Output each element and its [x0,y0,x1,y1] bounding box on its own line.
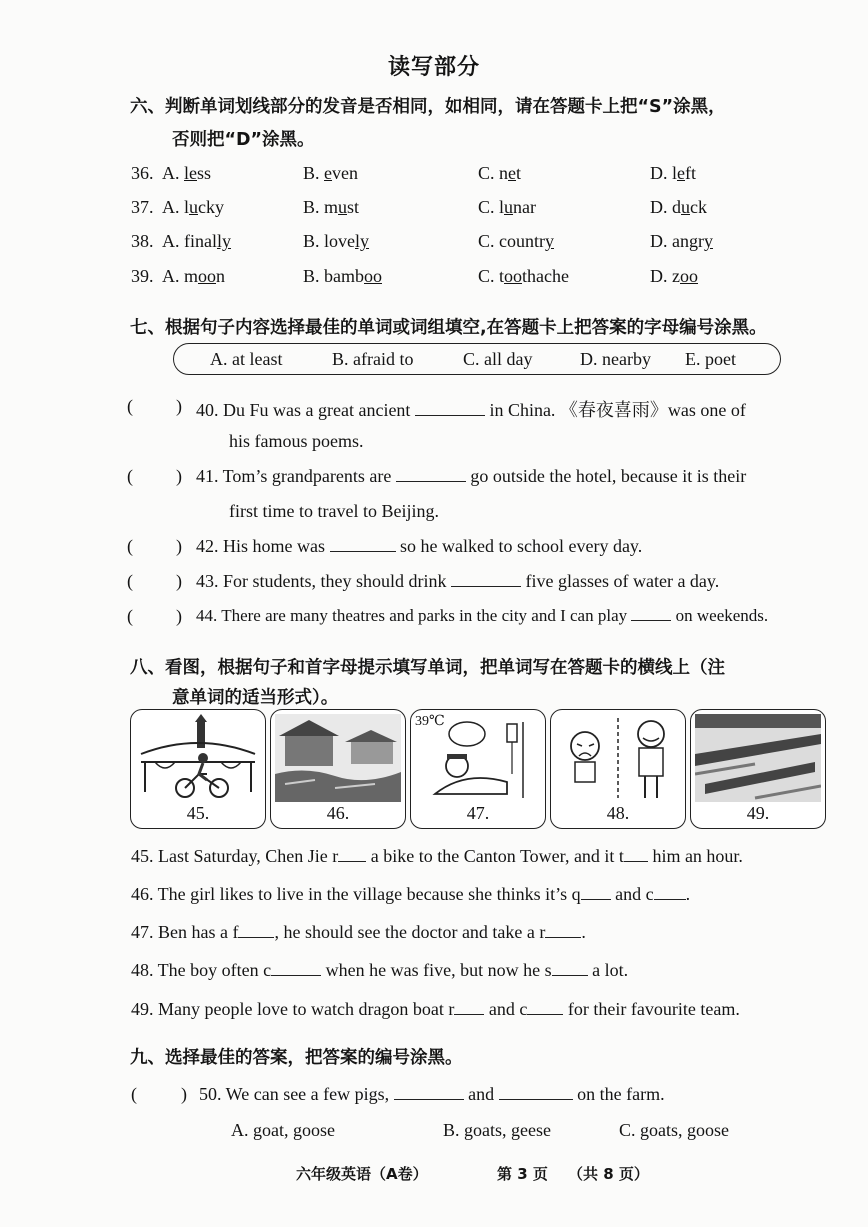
answer-blank[interactable] [394,1085,464,1100]
sick-in-bed-illustration [415,714,541,802]
option-text: C. countr [478,231,545,251]
pronunciation-option [303,266,382,287]
picture-number: 46. [326,803,350,823]
option-text: ss [197,163,212,183]
option-text: D. z [650,266,680,286]
q50-text-a: 50. We can see a few pigs, [199,1084,390,1104]
option-text: thache [522,266,569,286]
option-text: A. final [162,231,217,251]
q45-text-c: him an hour. [652,846,743,866]
section7-heading: 七、根据句子内容选择最佳的单词或词组填空,在答题卡上把答案的字母编号涂黑。 [130,318,767,338]
q48-text-c: a lot. [592,960,629,980]
answer-paren-open: ( [127,466,133,486]
pronunciation-option [162,266,225,287]
underlined-letters: oo [680,266,698,286]
q40-text-a: 40. Du Fu was a great ancient [196,400,411,420]
word-bank [173,343,781,375]
option-text: st [347,197,360,217]
pronunciation-option [303,197,359,218]
answer-blank[interactable] [631,606,671,621]
answer-paren-close: ) [181,1084,187,1104]
answer-blank[interactable] [330,537,396,552]
q45-text-a: 45. Last Saturday, Chen Jie r [131,846,339,866]
answer-paren-open: ( [127,571,133,591]
answer-paren-close: ) [176,571,182,591]
option-text: D. d [650,197,681,217]
boy-crying-and-smiling-illustration [555,714,681,802]
q49-text-a: 49. Many people love to watch dragon boat r [131,999,455,1019]
q42-text-a: 42. His home was [196,536,325,556]
pronunciation-option [162,231,231,252]
answer-blank[interactable] [451,572,521,587]
question-44 [196,606,768,626]
option-text: B. love [303,231,355,251]
option-text: A. m [162,266,198,286]
pronunciation-option [650,266,698,287]
word-bank-option: D. nearby [580,349,651,369]
q41-text-a: 41. Tom’s grandparents are [196,466,392,486]
underlined-letters: oo [198,266,216,286]
section8-heading-line2: 意单词的适当形式）。 [172,688,339,708]
option-text: ck [690,197,707,217]
underlined-letters: le [184,163,197,183]
option-text: C. t [478,266,505,286]
answer-blank[interactable] [581,885,611,900]
option-text: D. l [650,163,677,183]
village-illustration [275,714,401,802]
q50-option-a: A. goat, goose [231,1120,335,1140]
word-bank-option: A. at least [210,349,283,369]
q45-text-b: a bike to the Canton Tower, and it t [370,846,624,866]
q41-text-c: first time to travel to Beijing. [229,501,439,521]
answer-blank[interactable] [396,467,466,482]
picture-49-dragon-boat [690,709,826,829]
picture-number: 47. [466,803,490,823]
q44-text-b: on weekends. [675,606,769,625]
q47-text-b: , he should see the doctor and take a r [274,922,546,942]
question-45 [131,846,743,867]
option-text: ven [332,163,359,183]
underlined-letters: e [677,163,685,183]
underlined-letters: y [545,231,554,251]
page-title: 读写部分 [387,55,480,80]
word-bank-option: C. all day [463,349,533,369]
q50-option-c: C. goats, goose [619,1120,729,1140]
picture-45-cycling [130,709,266,829]
q41-text-b: go outside the hotel, because it is their [470,466,747,486]
option-text: n [216,266,225,286]
pronunciation-option [303,231,369,252]
underlined-letters: ly [216,231,231,251]
option-text: A. l [162,197,189,217]
underlined-letters: oo [364,266,382,286]
q46-text-c: . [685,884,691,904]
option-text: cky [198,197,224,217]
q47-text-c: . [581,922,586,942]
question-number: 36. [131,163,154,183]
question-43 [196,571,719,592]
underlined-letters: y [703,231,713,251]
section6-heading-line1: 六、判断单词划线部分的发音是否相同，如相同，请在答题卡上把“S”涂黑， [130,97,726,117]
answer-blank[interactable] [499,1085,573,1100]
q40-text-b: in China. 《春夜喜雨》was one of [489,400,746,420]
question-49 [131,999,740,1020]
word-bank-option: E. poet [685,349,736,369]
pronunciation-option [478,163,521,184]
option-text: B. m [303,197,339,217]
answer-blank[interactable] [454,1000,484,1015]
underlined-letters: u [681,197,690,217]
q43-text-b: five glasses of water a day. [525,571,720,591]
answer-blank[interactable] [238,923,274,938]
section9-heading: 九、选择最佳的答案，把答案的编号涂黑。 [130,1048,463,1068]
section8-heading-line1: 八、看图，根据句子和首字母提示填写单词，把单词写在答题卡的横线上（注 [130,658,725,678]
option-text: B. bamb [303,266,364,286]
q46-text-b: and c [615,884,654,904]
q48-text-a: 48. The boy often c [131,960,272,980]
option-text: D. angr [650,231,704,251]
underlined-letters: u [189,197,198,217]
answer-paren-open: ( [127,606,133,626]
picture-46-village [270,709,406,829]
pronunciation-option [478,231,554,252]
answer-blank[interactable] [415,401,485,416]
underlined-letters: u [504,197,514,217]
q42-text-b: so he walked to school every day. [400,536,643,556]
answer-paren-open: ( [131,1084,137,1104]
footer-page-number: 第 3 页 [497,1165,548,1183]
q43-text-a: 43. For students, they should drink [196,571,447,591]
option-text: C. n [478,163,509,183]
pronunciation-option [650,163,696,184]
answer-paren-close: ) [176,536,182,556]
answer-paren-close: ) [176,466,182,486]
q50-text-b: and [468,1084,495,1104]
option-text: B. [303,163,325,183]
pronunciation-option [303,163,358,184]
question-41 [196,466,746,487]
q49-text-b: and c [488,999,528,1019]
option-text: A. [162,163,184,183]
q48-text-b: when he was five, but now he s [325,960,552,980]
q46-text-a: 46. The girl likes to live in the village because she thinks it’s q [131,884,581,904]
pronunciation-option [650,231,713,252]
answer-blank[interactable] [654,885,686,900]
q50-text-c: on the farm. [577,1084,665,1104]
answer-blank[interactable] [527,1000,563,1015]
pronunciation-option [478,266,569,287]
option-text: ft [685,163,696,183]
answer-blank[interactable] [271,961,321,976]
answer-blank[interactable] [624,847,648,862]
picture-47-fever [410,709,546,829]
cycling-bridge-illustration [135,714,261,802]
answer-paren-open: ( [127,396,133,416]
underlined-letters: e [508,163,517,183]
footer-page-total: （共 8 页） [568,1165,649,1183]
picture-number: 49. [746,803,770,823]
answer-paren-close: ) [176,606,182,626]
question-number: 37. [131,197,154,217]
dragon-boat-race-illustration [695,714,821,802]
question-number: 38. [131,231,154,251]
option-text: C. l [478,197,505,217]
q49-text-c: for their favourite team. [567,999,740,1019]
pronunciation-option [162,197,224,218]
section6-heading-line2: 否则把“D”涂黑。 [172,130,315,150]
q50-option-b: B. goats, geese [443,1120,551,1140]
pronunciation-option [162,163,211,184]
answer-blank[interactable] [545,923,581,938]
underlined-letters: u [338,197,348,217]
question-48 [131,960,628,981]
word-bank-option: B. afraid to [332,349,414,369]
answer-paren-open: ( [127,536,133,556]
question-40 [196,396,746,422]
option-text: nar [513,197,536,217]
temperature-label: 39℃ [415,714,445,729]
picture-48-boy [550,709,686,829]
question-number: 39. [131,266,154,286]
question-50 [199,1084,665,1105]
option-text: t [516,163,522,183]
answer-paren-close: ) [176,396,182,416]
answer-blank[interactable] [338,847,366,862]
underlined-letters: e [324,163,333,183]
underlined-letters: oo [504,266,523,286]
answer-blank[interactable] [552,961,588,976]
q44-text-a: 44. There are many theatres and parks in the city and I can play [196,606,628,625]
q40-text-c: his famous poems. [229,431,364,451]
footer-subject: 六年级英语（A卷） [296,1165,428,1183]
picture-number: 45. [186,803,210,823]
question-47 [131,922,586,943]
pronunciation-option [478,197,536,218]
pronunciation-option [650,197,707,218]
picture-number: 48. [606,803,630,823]
underlined-letters: ly [355,231,370,251]
question-42 [196,536,642,557]
question-46 [131,884,690,905]
q47-text-a: 47. Ben has a f [131,922,239,942]
